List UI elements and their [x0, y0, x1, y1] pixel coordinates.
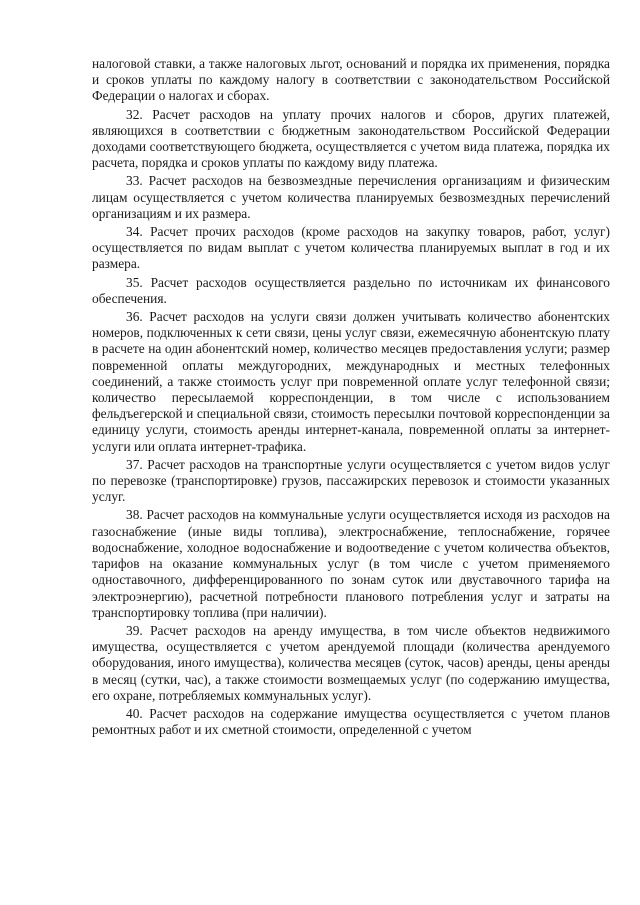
paragraph-40: 40. Расчет расходов на содержание имущества осуществляется с учетом планов ремонтных работ и их сметной стоимости, определенной с учетом [92, 705, 610, 738]
paragraph-34: 34. Расчет прочих расходов (кроме расходов на закупку товаров, работ, услуг) осуществляется по видам выплат с учетом количества планируемых выплат в год и их размера. [92, 224, 610, 272]
paragraph-38: 38. Расчет расходов на коммунальные услуги осуществляется исходя из расходов на газоснабжение (иные виды топлива), электроснабжение, теплоснабжение, горячее водоснабжение, холодное водоснабжение и водоотведение с учетом количества объектов, тарифов на оказание коммунальных услуг (в том числе с учетом применяемого одноставочного, дифференцированного по зонам суток или двуставочного тарифа на электроэнергию), расчетной потребности планового потребления услуг и затраты на транспортировку топлива (при наличии). [92, 507, 610, 620]
document-page [92, 56, 610, 738]
paragraph-36: 36. Расчет расходов на услуги связи должен учитывать количество абонентских номеров, подключенных к сети связи, цены услуг связи, ежемесячную абонентскую плату в расчете на один абонентский номер, количество месяцев предоставления услуги; размер повременной оплаты междугородних, международных и местных телефонных соединений, а также стоимость услуг при повременной оплате услуг телефонной связи; количество пересылаемой корреспонденции, в том числе с использованием фельдъегерской и специальной связи, стоимость пересылки почтовой корреспонденции за единицу услуги, стоимость аренды интернет-канала, повременной оплаты за интернет-услуги или оплата интернет-трафика. [92, 309, 610, 454]
paragraph-35: 35. Расчет расходов осуществляется раздельно по источникам их финансового обеспечения. [92, 274, 610, 306]
paragraph-continuation: налоговой ставки, а также налоговых льгот, оснований и порядка их применения, порядка и сроков уплаты по каждому налогу в соответствии с законодательством Российской Федерации о налогах и сборах. [92, 56, 610, 104]
paragraph-39: 39. Расчет расходов на аренду имущества, в том числе объектов недвижимого имущества, осуществляется с учетом арендуемой площади (количества арендуемого оборудования, иного имущества), количества месяцев (суток, часов) аренды, цены аренды в месяц (сутки, час), а также стоимости возмещаемых услуг (по содержанию имущества, его охране, потребляемых коммунальных услуг). [92, 622, 610, 703]
paragraph-37: 37. Расчет расходов на транспортные услуги осуществляется с учетом видов услуг по перевозке (транспортировке) грузов, пассажирских перевозок и стоимости указанных услуг. [92, 456, 610, 505]
paragraph-33: 33. Расчет расходов на безвозмездные перечисления организациям и физическим лицам осуществляется с учетом количества планируемых безвозмездных перечислений организациям и их размера. [92, 173, 610, 221]
paragraph-32: 32. Расчет расходов на уплату прочих налогов и сборов, других платежей, являющихся в соответствии с бюджетным законодательством Российской Федерации доходами соответствующего бюджета, осуществляется с учетом вида платежа, порядка их расчета, порядка и сроков уплаты по каждому виду платежа. [92, 106, 610, 171]
